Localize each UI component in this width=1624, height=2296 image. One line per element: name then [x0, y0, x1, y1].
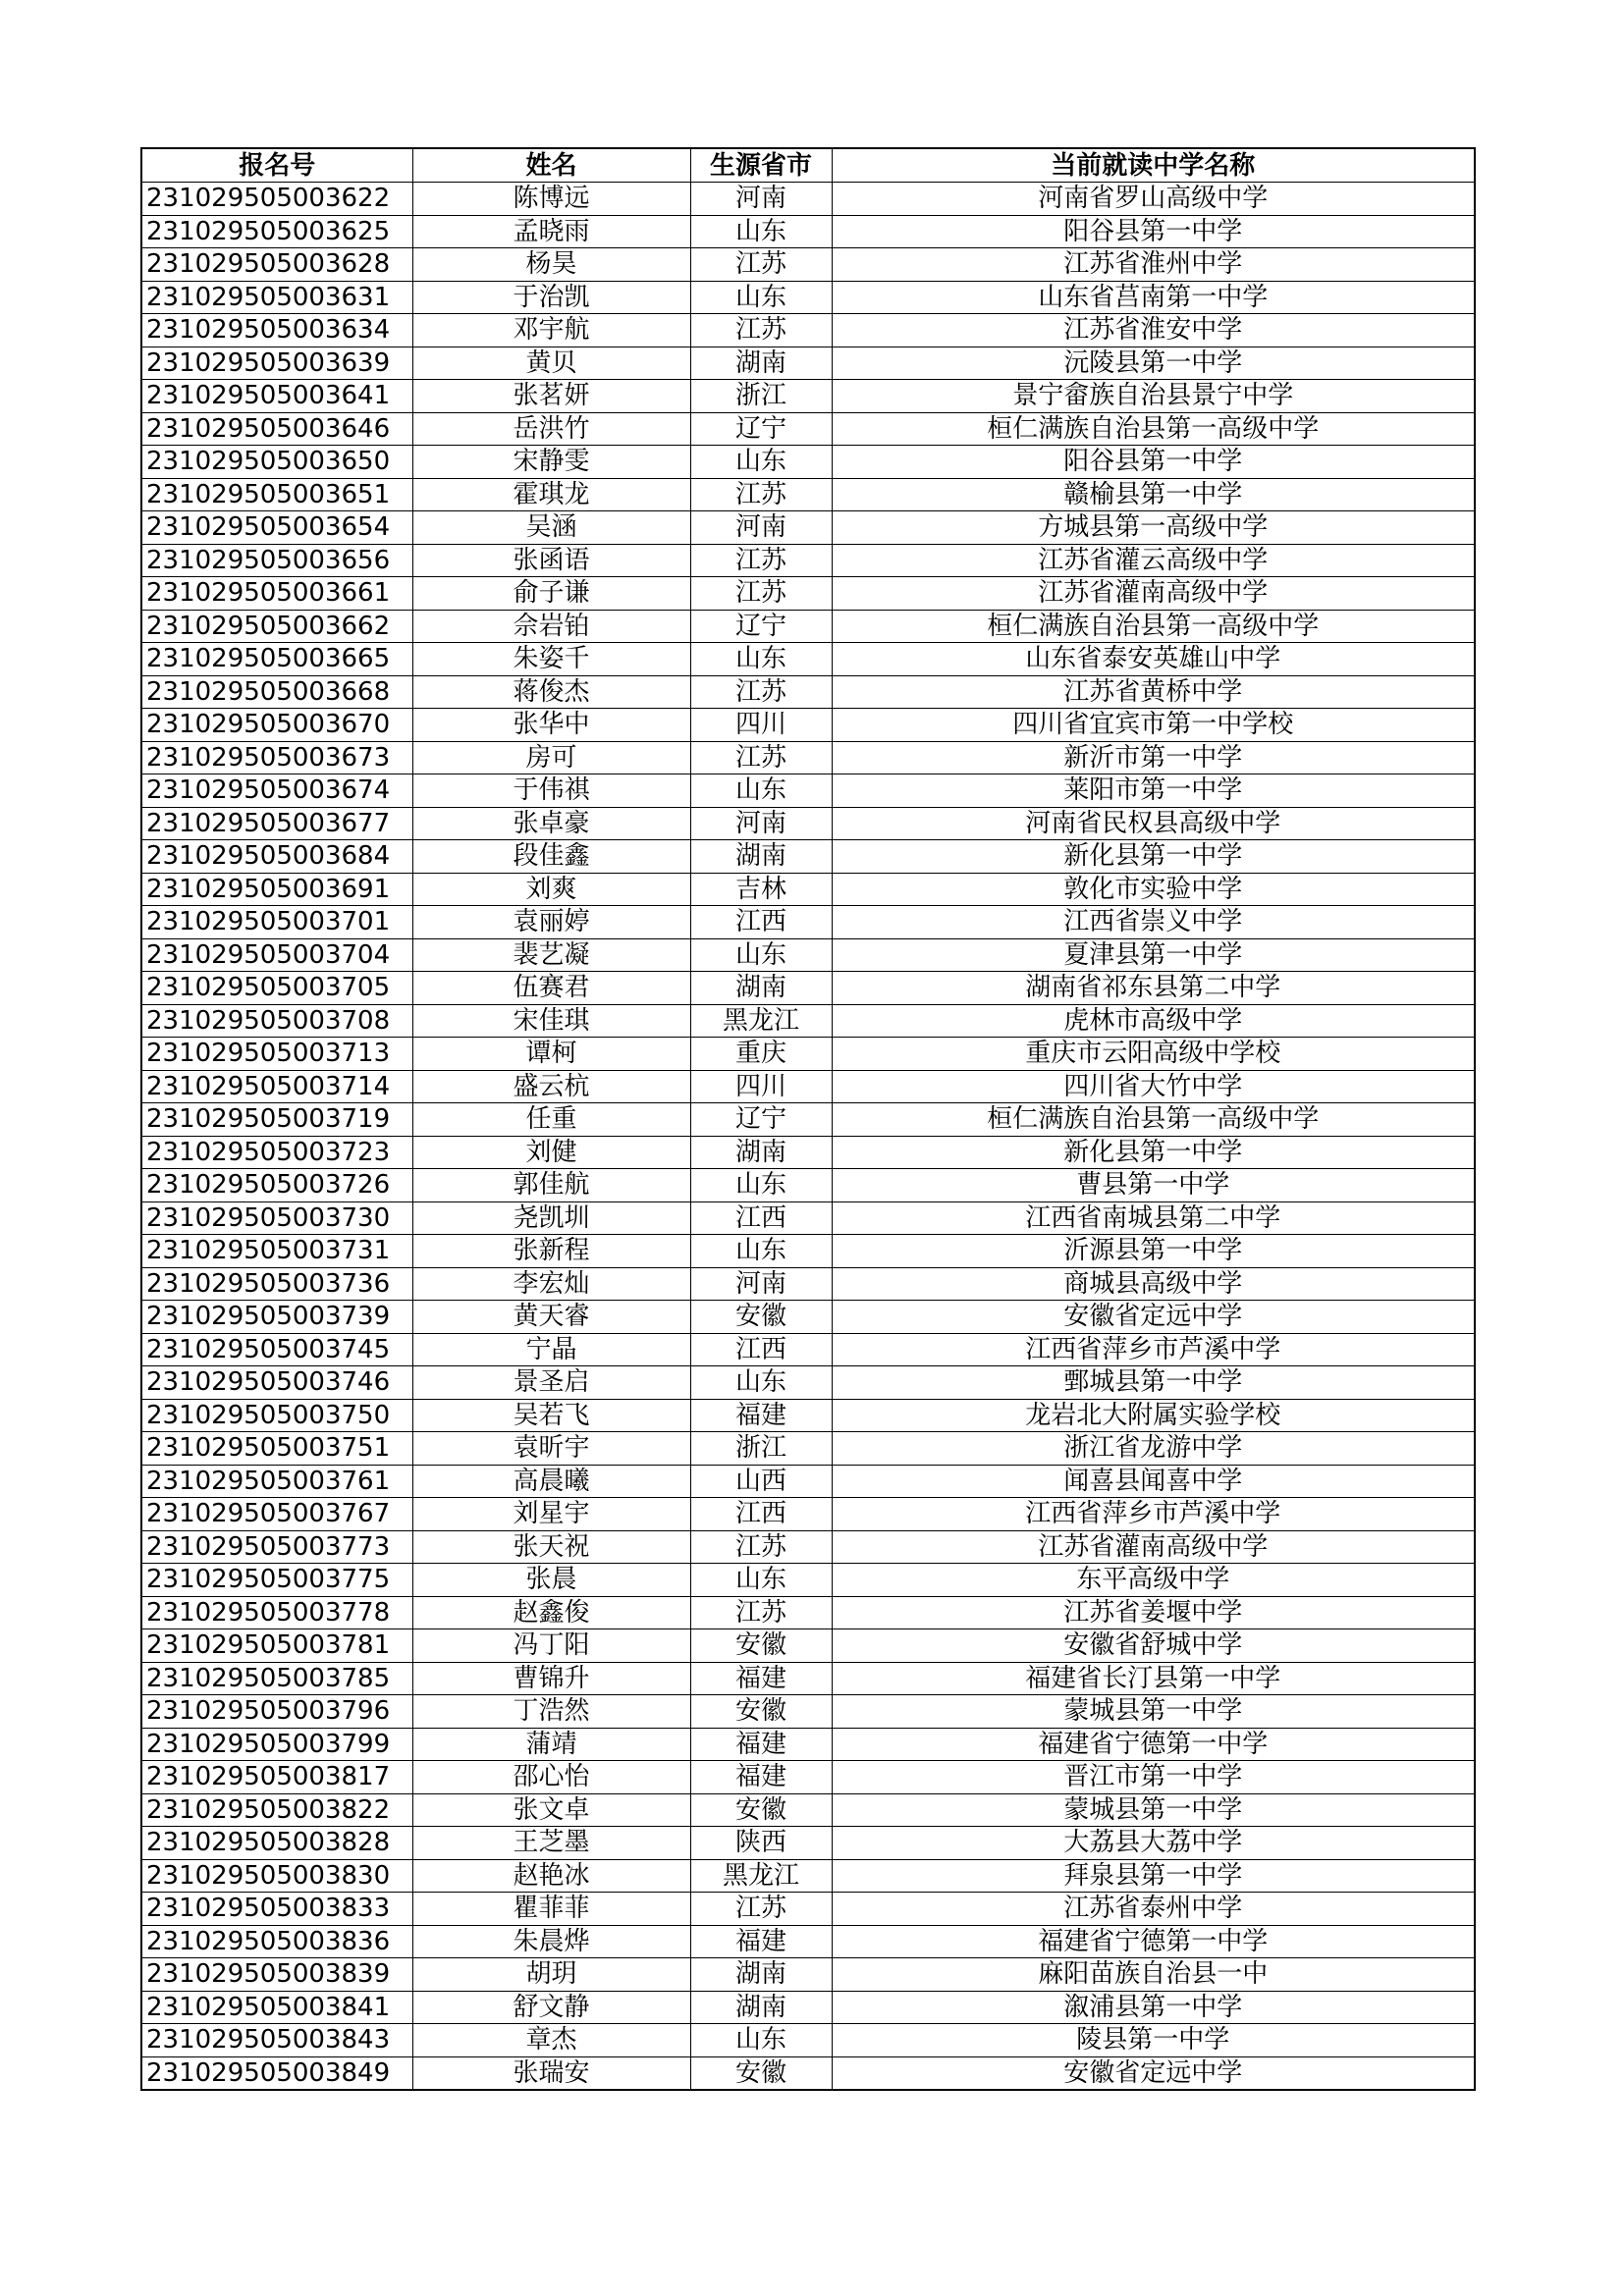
cell-source-province: 江苏: [690, 1596, 832, 1629]
cell-student-name: 伍赛君: [412, 972, 690, 1005]
cell-registration-number: 231029505003670: [141, 709, 412, 742]
cell-student-name: 景圣启: [412, 1366, 690, 1400]
cell-registration-number: 231029505003634: [141, 314, 412, 347]
cell-current-school: 江苏省灌南高级中学: [832, 577, 1475, 611]
cell-source-province: 陕西: [690, 1827, 832, 1860]
cell-current-school: 东平高级中学: [832, 1564, 1475, 1597]
cell-source-province: 山东: [690, 1366, 832, 1400]
cell-registration-number: 231029505003691: [141, 873, 412, 906]
cell-student-name: 王芝墨: [412, 1827, 690, 1860]
table-row: [141, 1596, 1475, 1629]
table-row: [141, 1070, 1475, 1103]
cell-current-school: 福建省宁德第一中学: [832, 1728, 1475, 1761]
cell-source-province: 山东: [690, 938, 832, 972]
cell-current-school: 江苏省灌云高级中学: [832, 544, 1475, 577]
cell-source-province: 重庆: [690, 1038, 832, 1071]
cell-source-province: 安徽: [690, 1695, 832, 1729]
table-row: [141, 183, 1475, 216]
cell-registration-number: 231029505003739: [141, 1301, 412, 1334]
cell-registration-number: 231029505003781: [141, 1629, 412, 1663]
table-row: [141, 1301, 1475, 1334]
table-row: [141, 1728, 1475, 1761]
cell-source-province: 江苏: [690, 248, 832, 282]
cell-student-name: 蒋俊杰: [412, 675, 690, 709]
table-row: [141, 281, 1475, 314]
cell-registration-number: 231029505003775: [141, 1564, 412, 1597]
cell-current-school: 安徽省舒城中学: [832, 1629, 1475, 1663]
cell-student-name: 赵艳冰: [412, 1859, 690, 1893]
cell-source-province: 山东: [690, 446, 832, 479]
cell-current-school: 福建省长汀县第一中学: [832, 1662, 1475, 1695]
cell-registration-number: 231029505003843: [141, 2024, 412, 2057]
cell-registration-number: 231029505003822: [141, 1793, 412, 1827]
cell-current-school: 江西省萍乡市芦溪中学: [832, 1498, 1475, 1531]
cell-current-school: 赣榆县第一中学: [832, 478, 1475, 511]
cell-student-name: 张天祝: [412, 1530, 690, 1564]
cell-student-name: 吴涵: [412, 511, 690, 545]
cell-student-name: 朱晨烨: [412, 1925, 690, 1958]
cell-source-province: 浙江: [690, 380, 832, 413]
cell-current-school: 大荔县大荔中学: [832, 1827, 1475, 1860]
cell-current-school: 四川省宜宾市第一中学校: [832, 709, 1475, 742]
cell-current-school: 新沂市第一中学: [832, 741, 1475, 774]
cell-registration-number: 231029505003785: [141, 1662, 412, 1695]
table-row: [141, 938, 1475, 972]
cell-student-name: 张茗妍: [412, 380, 690, 413]
cell-source-province: 湖南: [690, 840, 832, 874]
table-row: [141, 1827, 1475, 1860]
cell-registration-number: 231029505003651: [141, 478, 412, 511]
cell-source-province: 河南: [690, 807, 832, 840]
cell-source-province: 江西: [690, 906, 832, 939]
cell-current-school: 山东省泰安英雄山中学: [832, 643, 1475, 676]
table-row: [141, 1564, 1475, 1597]
cell-current-school: 麻阳苗族自治县一中: [832, 1958, 1475, 1992]
cell-source-province: 山东: [690, 2024, 832, 2057]
table-row: [141, 1498, 1475, 1531]
cell-student-name: 瞿菲菲: [412, 1893, 690, 1926]
cell-source-province: 黑龙江: [690, 1859, 832, 1893]
cell-source-province: 山东: [690, 1564, 832, 1597]
cell-student-name: 黄天睿: [412, 1301, 690, 1334]
cell-student-name: 张瑞安: [412, 2056, 690, 2090]
table-row: [141, 643, 1475, 676]
table-row: [141, 1333, 1475, 1366]
cell-registration-number: 231029505003677: [141, 807, 412, 840]
cell-registration-number: 231029505003654: [141, 511, 412, 545]
cell-student-name: 段佳鑫: [412, 840, 690, 874]
cell-source-province: 福建: [690, 1925, 832, 1958]
cell-source-province: 江苏: [690, 1893, 832, 1926]
cell-source-province: 黑龙江: [690, 1004, 832, 1038]
cell-source-province: 安徽: [690, 1301, 832, 1334]
table-row: [141, 1038, 1475, 1071]
cell-registration-number: 231029505003719: [141, 1103, 412, 1137]
cell-current-school: 虎林市高级中学: [832, 1004, 1475, 1038]
cell-current-school: 景宁畲族自治县景宁中学: [832, 380, 1475, 413]
cell-source-province: 福建: [690, 1728, 832, 1761]
cell-current-school: 蒙城县第一中学: [832, 1793, 1475, 1827]
cell-registration-number: 231029505003833: [141, 1893, 412, 1926]
cell-registration-number: 231029505003767: [141, 1498, 412, 1531]
cell-student-name: 张函语: [412, 544, 690, 577]
cell-source-province: 湖南: [690, 972, 832, 1005]
cell-current-school: 河南省罗山高级中学: [832, 183, 1475, 216]
cell-current-school: 沂源县第一中学: [832, 1235, 1475, 1268]
table-row: [141, 1399, 1475, 1432]
cell-source-province: 湖南: [690, 1136, 832, 1169]
cell-student-name: 盛云杭: [412, 1070, 690, 1103]
cell-student-name: 丁浩然: [412, 1695, 690, 1729]
cell-current-school: 江苏省淮州中学: [832, 248, 1475, 282]
cell-source-province: 山东: [690, 215, 832, 248]
cell-source-province: 江苏: [690, 544, 832, 577]
cell-current-school: 陵县第一中学: [832, 2024, 1475, 2057]
cell-registration-number: 231029505003641: [141, 380, 412, 413]
cell-source-province: 福建: [690, 1662, 832, 1695]
cell-source-province: 辽宁: [690, 412, 832, 446]
cell-current-school: 蒙城县第一中学: [832, 1695, 1475, 1729]
cell-registration-number: 231029505003830: [141, 1859, 412, 1893]
table-row: [141, 1169, 1475, 1202]
table-row: [141, 972, 1475, 1005]
cell-source-province: 湖南: [690, 347, 832, 380]
cell-registration-number: 231029505003778: [141, 1596, 412, 1629]
cell-registration-number: 231029505003684: [141, 840, 412, 874]
cell-source-province: 浙江: [690, 1432, 832, 1466]
cell-student-name: 佘岩铂: [412, 610, 690, 643]
table-row: [141, 478, 1475, 511]
cell-registration-number: 231029505003750: [141, 1399, 412, 1432]
table-header-row: [141, 148, 1475, 183]
cell-student-name: 岳洪竹: [412, 412, 690, 446]
cell-registration-number: 231029505003836: [141, 1925, 412, 1958]
cell-source-province: 湖南: [690, 1958, 832, 1992]
cell-registration-number: 231029505003650: [141, 446, 412, 479]
cell-current-school: 桓仁满族自治县第一高级中学: [832, 1103, 1475, 1137]
cell-student-name: 宁晶: [412, 1333, 690, 1366]
cell-student-name: 郭佳航: [412, 1169, 690, 1202]
cell-current-school: 河南省民权县高级中学: [832, 807, 1475, 840]
cell-current-school: 江苏省姜堰中学: [832, 1596, 1475, 1629]
table-row: [141, 709, 1475, 742]
cell-registration-number: 231029505003639: [141, 347, 412, 380]
cell-current-school: 江苏省灌南高级中学: [832, 1530, 1475, 1564]
table-row: [141, 347, 1475, 380]
table-row: [141, 675, 1475, 709]
cell-student-name: 刘爽: [412, 873, 690, 906]
cell-student-name: 张华中: [412, 709, 690, 742]
cell-source-province: 山东: [690, 281, 832, 314]
table-row: [141, 446, 1475, 479]
header-source-province: 生源省市: [690, 148, 832, 183]
table-row: [141, 741, 1475, 774]
cell-registration-number: 231029505003745: [141, 1333, 412, 1366]
cell-current-school: 曹县第一中学: [832, 1169, 1475, 1202]
table-row: [141, 248, 1475, 282]
cell-current-school: 新化县第一中学: [832, 1136, 1475, 1169]
cell-registration-number: 231029505003708: [141, 1004, 412, 1038]
cell-source-province: 吉林: [690, 873, 832, 906]
table-row: [141, 1103, 1475, 1137]
cell-current-school: 方城县第一高级中学: [832, 511, 1475, 545]
cell-current-school: 安徽省定远中学: [832, 1301, 1475, 1334]
cell-student-name: 邵心怡: [412, 1761, 690, 1794]
cell-current-school: 鄄城县第一中学: [832, 1366, 1475, 1400]
cell-source-province: 山东: [690, 1169, 832, 1202]
cell-current-school: 江苏省泰州中学: [832, 1893, 1475, 1926]
cell-current-school: 商城县高级中学: [832, 1267, 1475, 1301]
cell-registration-number: 231029505003622: [141, 183, 412, 216]
cell-source-province: 山东: [690, 643, 832, 676]
cell-student-name: 俞子谦: [412, 577, 690, 611]
cell-source-province: 山东: [690, 774, 832, 808]
cell-current-school: 湖南省祁东县第二中学: [832, 972, 1475, 1005]
cell-student-name: 高晨曦: [412, 1465, 690, 1498]
cell-student-name: 杨昊: [412, 248, 690, 282]
table-row: [141, 1366, 1475, 1400]
cell-registration-number: 231029505003701: [141, 906, 412, 939]
cell-registration-number: 231029505003674: [141, 774, 412, 808]
cell-current-school: 晋江市第一中学: [832, 1761, 1475, 1794]
cell-source-province: 福建: [690, 1761, 832, 1794]
cell-current-school: 江西省崇义中学: [832, 906, 1475, 939]
cell-current-school: 新化县第一中学: [832, 840, 1475, 874]
cell-registration-number: 231029505003704: [141, 938, 412, 972]
table-row: [141, 1530, 1475, 1564]
cell-registration-number: 231029505003625: [141, 215, 412, 248]
cell-current-school: 江苏省淮安中学: [832, 314, 1475, 347]
cell-registration-number: 231029505003723: [141, 1136, 412, 1169]
cell-current-school: 莱阳市第一中学: [832, 774, 1475, 808]
table-row: [141, 840, 1475, 874]
cell-source-province: 江西: [690, 1333, 832, 1366]
table-row: [141, 1793, 1475, 1827]
cell-student-name: 袁昕宇: [412, 1432, 690, 1466]
cell-source-province: 江苏: [690, 675, 832, 709]
cell-registration-number: 231029505003817: [141, 1761, 412, 1794]
table-row: [141, 2056, 1475, 2090]
table-row: [141, 1958, 1475, 1992]
cell-student-name: 宋佳琪: [412, 1004, 690, 1038]
table-body: [141, 183, 1475, 2091]
cell-registration-number: 231029505003714: [141, 1070, 412, 1103]
cell-registration-number: 231029505003839: [141, 1958, 412, 1992]
cell-student-name: 邓宇航: [412, 314, 690, 347]
header-registration-number: 报名号: [141, 148, 412, 183]
cell-student-name: 吴若飞: [412, 1399, 690, 1432]
table-row: [141, 1235, 1475, 1268]
cell-student-name: 房可: [412, 741, 690, 774]
cell-student-name: 谭柯: [412, 1038, 690, 1071]
cell-source-province: 安徽: [690, 1793, 832, 1827]
table-row: [141, 380, 1475, 413]
header-name: 姓名: [412, 148, 690, 183]
cell-source-province: 辽宁: [690, 1103, 832, 1137]
cell-current-school: 福建省宁德第一中学: [832, 1925, 1475, 1958]
cell-current-school: 桓仁满族自治县第一高级中学: [832, 610, 1475, 643]
cell-source-province: 四川: [690, 1070, 832, 1103]
cell-student-name: 张卓豪: [412, 807, 690, 840]
cell-student-name: 李宏灿: [412, 1267, 690, 1301]
table-row: [141, 412, 1475, 446]
cell-student-name: 张新程: [412, 1235, 690, 1268]
cell-registration-number: 231029505003849: [141, 2056, 412, 2090]
cell-student-name: 宋静雯: [412, 446, 690, 479]
cell-student-name: 孟晓雨: [412, 215, 690, 248]
cell-registration-number: 231029505003665: [141, 643, 412, 676]
cell-current-school: 江苏省黄桥中学: [832, 675, 1475, 709]
cell-source-province: 江苏: [690, 478, 832, 511]
cell-current-school: 阳谷县第一中学: [832, 215, 1475, 248]
cell-current-school: 桓仁满族自治县第一高级中学: [832, 412, 1475, 446]
table-row: [141, 1004, 1475, 1038]
cell-student-name: 任重: [412, 1103, 690, 1137]
cell-student-name: 朱姿千: [412, 643, 690, 676]
cell-student-name: 张文卓: [412, 1793, 690, 1827]
cell-source-province: 河南: [690, 183, 832, 216]
table-row: [141, 215, 1475, 248]
table-row: [141, 1695, 1475, 1729]
table-row: [141, 577, 1475, 611]
cell-student-name: 冯丁阳: [412, 1629, 690, 1663]
cell-source-province: 江苏: [690, 741, 832, 774]
table-row: [141, 511, 1475, 545]
table-row: [141, 906, 1475, 939]
cell-student-name: 于治凯: [412, 281, 690, 314]
cell-registration-number: 231029505003713: [141, 1038, 412, 1071]
cell-registration-number: 231029505003751: [141, 1432, 412, 1466]
table-row: [141, 1662, 1475, 1695]
table-row: [141, 314, 1475, 347]
cell-source-province: 安徽: [690, 2056, 832, 2090]
table-row: [141, 1267, 1475, 1301]
cell-registration-number: 231029505003746: [141, 1366, 412, 1400]
table-row: [141, 1201, 1475, 1235]
cell-current-school: 山东省莒南第一中学: [832, 281, 1475, 314]
table-row: [141, 1925, 1475, 1958]
cell-registration-number: 231029505003841: [141, 1991, 412, 2024]
cell-current-school: 拜泉县第一中学: [832, 1859, 1475, 1893]
table-row: [141, 1465, 1475, 1498]
cell-current-school: 闻喜县闻喜中学: [832, 1465, 1475, 1498]
cell-source-province: 江西: [690, 1201, 832, 1235]
cell-student-name: 刘健: [412, 1136, 690, 1169]
cell-student-name: 霍琪龙: [412, 478, 690, 511]
student-list-table: [140, 147, 1476, 2091]
table-row: [141, 774, 1475, 808]
table-row: [141, 1893, 1475, 1926]
cell-source-province: 山西: [690, 1465, 832, 1498]
cell-source-province: 江苏: [690, 1530, 832, 1564]
cell-registration-number: 231029505003673: [141, 741, 412, 774]
cell-registration-number: 231029505003656: [141, 544, 412, 577]
table-row: [141, 2024, 1475, 2057]
cell-registration-number: 231029505003731: [141, 1235, 412, 1268]
cell-source-province: 江苏: [690, 577, 832, 611]
cell-student-name: 刘星宇: [412, 1498, 690, 1531]
cell-registration-number: 231029505003631: [141, 281, 412, 314]
cell-registration-number: 231029505003761: [141, 1465, 412, 1498]
cell-student-name: 裴艺凝: [412, 938, 690, 972]
cell-student-name: 黄贝: [412, 347, 690, 380]
cell-source-province: 河南: [690, 1267, 832, 1301]
cell-source-province: 河南: [690, 511, 832, 545]
cell-current-school: 敦化市实验中学: [832, 873, 1475, 906]
cell-source-province: 安徽: [690, 1629, 832, 1663]
cell-current-school: 江西省萍乡市芦溪中学: [832, 1333, 1475, 1366]
cell-current-school: 重庆市云阳高级中学校: [832, 1038, 1475, 1071]
cell-student-name: 于伟祺: [412, 774, 690, 808]
cell-registration-number: 231029505003730: [141, 1201, 412, 1235]
cell-student-name: 袁丽婷: [412, 906, 690, 939]
cell-registration-number: 231029505003736: [141, 1267, 412, 1301]
table-row: [141, 1859, 1475, 1893]
cell-source-province: 辽宁: [690, 610, 832, 643]
cell-registration-number: 231029505003646: [141, 412, 412, 446]
table-row: [141, 873, 1475, 906]
cell-current-school: 四川省大竹中学: [832, 1070, 1475, 1103]
cell-student-name: 胡玥: [412, 1958, 690, 1992]
cell-source-province: 福建: [690, 1399, 832, 1432]
cell-student-name: 陈博远: [412, 183, 690, 216]
table-row: [141, 1629, 1475, 1663]
cell-student-name: 尧凯圳: [412, 1201, 690, 1235]
table-row: [141, 1991, 1475, 2024]
cell-registration-number: 231029505003773: [141, 1530, 412, 1564]
cell-student-name: 赵鑫俊: [412, 1596, 690, 1629]
cell-student-name: 曹锦升: [412, 1662, 690, 1695]
cell-student-name: 张晨: [412, 1564, 690, 1597]
cell-registration-number: 231029505003796: [141, 1695, 412, 1729]
cell-source-province: 四川: [690, 709, 832, 742]
cell-current-school: 安徽省定远中学: [832, 2056, 1475, 2090]
cell-registration-number: 231029505003726: [141, 1169, 412, 1202]
cell-student-name: 蒲靖: [412, 1728, 690, 1761]
cell-source-province: 山东: [690, 1235, 832, 1268]
table-row: [141, 1761, 1475, 1794]
cell-registration-number: 231029505003628: [141, 248, 412, 282]
cell-current-school: 龙岩北大附属实验学校: [832, 1399, 1475, 1432]
cell-current-school: 夏津县第一中学: [832, 938, 1475, 972]
cell-source-province: 江苏: [690, 314, 832, 347]
cell-current-school: 江西省南城县第二中学: [832, 1201, 1475, 1235]
table-row: [141, 807, 1475, 840]
cell-registration-number: 231029505003799: [141, 1728, 412, 1761]
table-row: [141, 544, 1475, 577]
cell-student-name: 舒文静: [412, 1991, 690, 2024]
table-row: [141, 1432, 1475, 1466]
cell-current-school: 沅陵县第一中学: [832, 347, 1475, 380]
table-row: [141, 1136, 1475, 1169]
cell-registration-number: 231029505003705: [141, 972, 412, 1005]
cell-current-school: 溆浦县第一中学: [832, 1991, 1475, 2024]
cell-source-province: 湖南: [690, 1991, 832, 2024]
table-row: [141, 610, 1475, 643]
cell-registration-number: 231029505003668: [141, 675, 412, 709]
header-current-school: 当前就读中学名称: [832, 148, 1475, 183]
cell-current-school: 阳谷县第一中学: [832, 446, 1475, 479]
cell-source-province: 江西: [690, 1498, 832, 1531]
cell-registration-number: 231029505003828: [141, 1827, 412, 1860]
cell-registration-number: 231029505003662: [141, 610, 412, 643]
cell-registration-number: 231029505003661: [141, 577, 412, 611]
cell-student-name: 章杰: [412, 2024, 690, 2057]
cell-current-school: 浙江省龙游中学: [832, 1432, 1475, 1466]
